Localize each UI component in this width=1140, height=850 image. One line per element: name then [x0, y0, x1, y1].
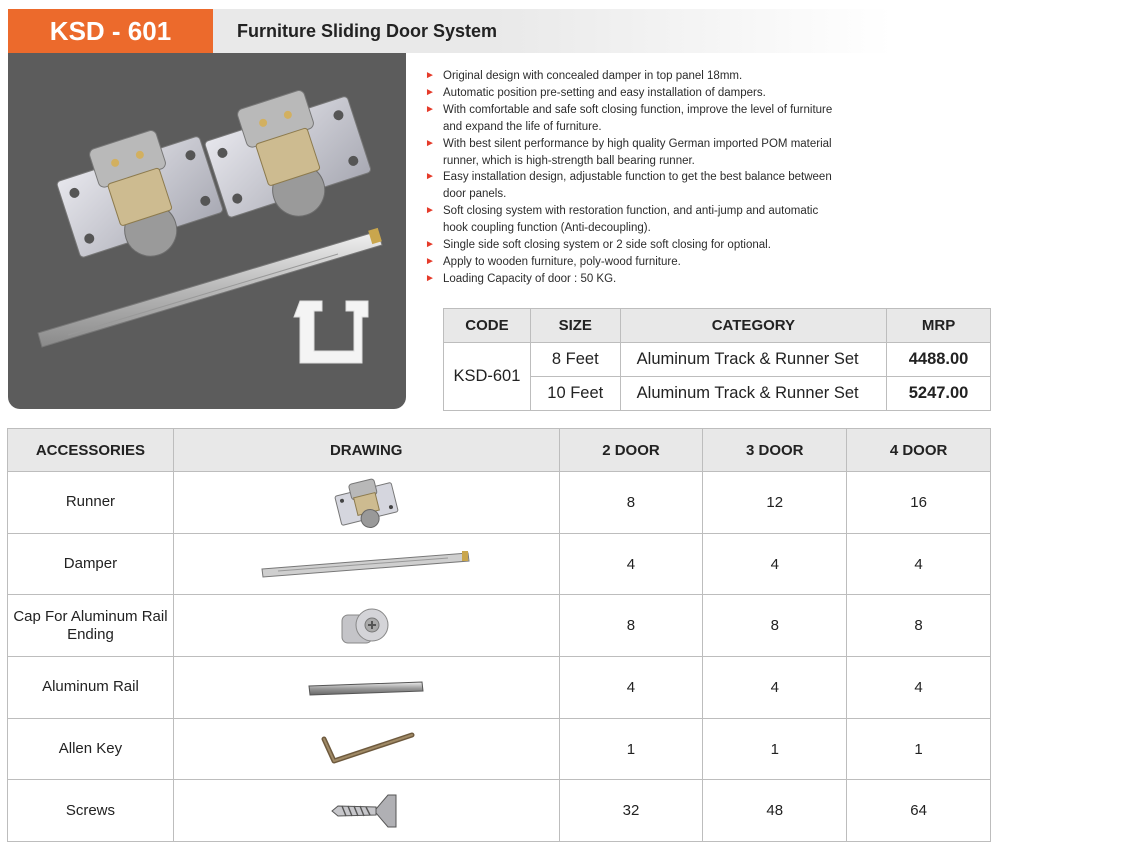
- header-code: CODE: [444, 309, 531, 343]
- qty-3-door: 48: [703, 780, 847, 842]
- header-3-door: 3 DOOR: [703, 429, 847, 472]
- accessory-drawing: [173, 595, 559, 657]
- feature-list: [425, 68, 845, 288]
- accessory-name: Aluminum Rail: [8, 657, 174, 719]
- price-table: [443, 308, 991, 411]
- accessory-name: Runner: [8, 472, 174, 534]
- accessory-name: Allen Key: [8, 718, 174, 780]
- accessory-drawing: [173, 718, 559, 780]
- product-code-cell: KSD-601: [444, 343, 531, 411]
- feature-item: ► Soft closing system with restoration function, and anti-jump and automatic hook coupling function (Anti-decoupling).: [425, 205, 819, 235]
- bullet-arrow-icon: ►: [425, 103, 435, 115]
- page-header: [8, 9, 892, 53]
- bullet-arrow-icon: ►: [425, 272, 435, 284]
- bullet-arrow-icon: ►: [425, 205, 435, 217]
- accessory-name: Cap For Aluminum Rail Ending: [8, 595, 174, 657]
- feature-item: ► Apply to wooden furniture, poly-wood furniture.: [425, 254, 845, 271]
- qty-4-door: 4: [847, 533, 991, 595]
- qty-3-door: 12: [703, 472, 847, 534]
- accessories-header-row: [8, 429, 991, 472]
- qty-3-door: 1: [703, 718, 847, 780]
- qty-4-door: 8: [847, 595, 991, 657]
- accessory-name: Screws: [8, 780, 174, 842]
- qty-2-door: 32: [559, 780, 703, 842]
- category-cell: Aluminum Track & Runner Set: [620, 377, 886, 411]
- qty-2-door: 4: [559, 657, 703, 719]
- qty-3-door: 4: [703, 657, 847, 719]
- runner-icon: [331, 475, 401, 529]
- feature-item: ► With best silent performance by high quality German imported POM material runner, which is high-strength ball bearing runner.: [425, 137, 832, 167]
- price-row: [444, 343, 991, 377]
- qty-2-door: 1: [559, 718, 703, 780]
- mrp-cell: 4488.00: [887, 343, 991, 377]
- bullet-arrow-icon: ►: [425, 137, 435, 149]
- accessory-row: [8, 472, 991, 534]
- accessory-row: [8, 780, 991, 842]
- cap-icon: [338, 603, 394, 649]
- header-4-door: 4 DOOR: [847, 429, 991, 472]
- accessory-name: Damper: [8, 533, 174, 595]
- price-header-row: [444, 309, 991, 343]
- header-2-door: 2 DOOR: [559, 429, 703, 472]
- accessory-row: [8, 533, 991, 595]
- qty-2-door: 4: [559, 533, 703, 595]
- accessory-drawing: [173, 780, 559, 842]
- product-code-tag: KSD - 601: [8, 9, 213, 53]
- category-cell: Aluminum Track & Runner Set: [620, 343, 886, 377]
- screw-icon: [328, 793, 404, 829]
- qty-2-door: 8: [559, 595, 703, 657]
- feature-item: ► With comfortable and safe soft closing function, improve the level of furniture and expand the life of furniture.: [425, 103, 833, 133]
- header-accessories: ACCESSORIES: [8, 429, 174, 472]
- header-drawing: DRAWING: [173, 429, 559, 472]
- qty-4-door: 1: [847, 718, 991, 780]
- mrp-cell: 5247.00: [887, 377, 991, 411]
- bullet-arrow-icon: ►: [425, 255, 435, 267]
- header-mrp: MRP: [887, 309, 991, 343]
- bullet-arrow-icon: ►: [425, 239, 435, 251]
- size-cell: 8 Feet: [530, 343, 620, 377]
- accessory-row: [8, 718, 991, 780]
- feature-item: ► Loading Capacity of door : 50 KG.: [425, 271, 845, 288]
- size-cell: 10 Feet: [530, 377, 620, 411]
- feature-item: ► Original design with concealed damper in top panel 18mm.: [425, 68, 845, 85]
- accessory-drawing: [173, 657, 559, 719]
- page-title: Furniture Sliding Door System: [237, 21, 498, 41]
- feature-item: ► Easy installation design, adjustable function to get the best balance between door panels.: [425, 171, 832, 201]
- qty-3-door: 8: [703, 595, 847, 657]
- accessory-row: [8, 657, 991, 719]
- accessories-table: [7, 428, 991, 842]
- allen-key-icon: [316, 729, 416, 769]
- qty-4-door: 4: [847, 657, 991, 719]
- bullet-arrow-icon: ►: [425, 70, 435, 81]
- header-size: SIZE: [530, 309, 620, 343]
- feature-item: ► Single side soft closing system or 2 side soft closing for optional.: [425, 237, 845, 254]
- bullet-arrow-icon: ►: [425, 171, 435, 183]
- product-photo: [8, 53, 406, 409]
- accessory-row: [8, 595, 991, 657]
- rail-icon: [306, 676, 426, 698]
- header-category: CATEGORY: [620, 309, 886, 343]
- damper-icon: [258, 547, 474, 581]
- qty-3-door: 4: [703, 533, 847, 595]
- product-illustration: [8, 53, 406, 409]
- qty-2-door: 8: [559, 472, 703, 534]
- qty-4-door: 64: [847, 780, 991, 842]
- bullet-arrow-icon: ►: [425, 86, 435, 98]
- accessory-drawing: [173, 533, 559, 595]
- qty-4-door: 16: [847, 472, 991, 534]
- accessory-drawing: [173, 472, 559, 534]
- feature-item: ► Automatic position pre-setting and easy installation of dampers.: [425, 85, 845, 102]
